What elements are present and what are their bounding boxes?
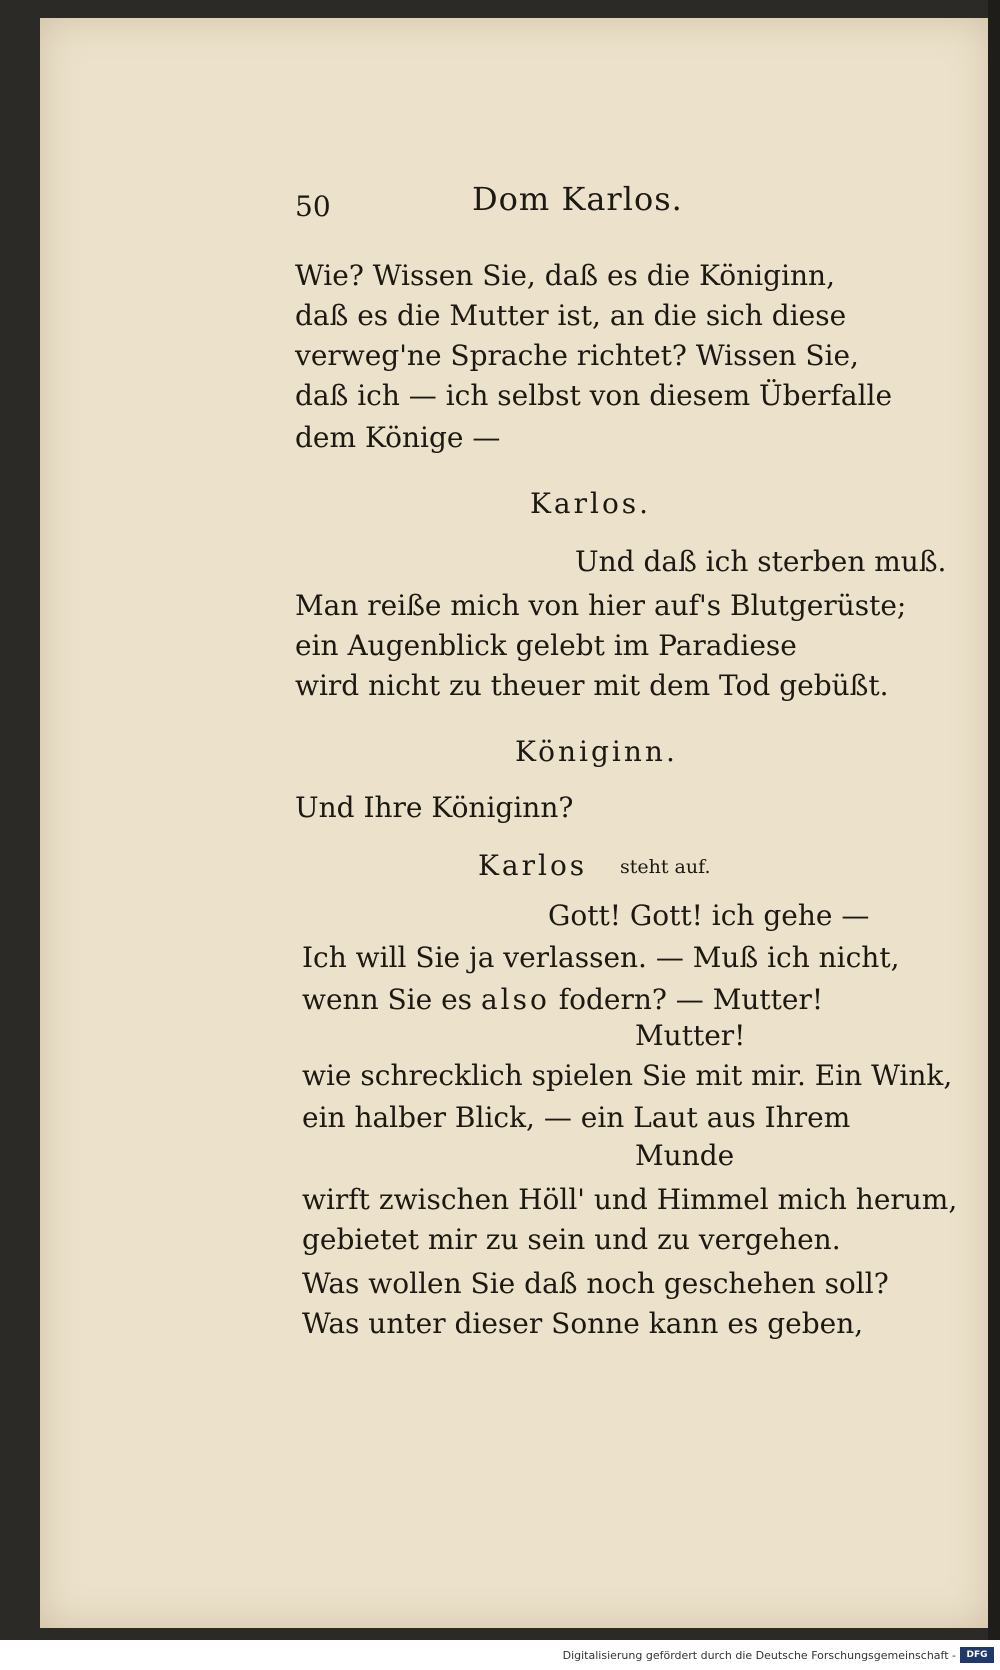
- running-title: Dom Karlos.: [472, 180, 683, 218]
- text-line: daß ich — ich selbst von diesem Überfalle: [295, 379, 893, 412]
- text-line: ein halber Blick, — ein Laut aus Ihrem: [302, 1101, 851, 1134]
- text-line: Ich will Sie ja verlassen. — Muß ich nicht,: [302, 941, 900, 974]
- speaker-name: Königinn.: [515, 735, 678, 768]
- footer-credit: Digitalisierung gefördert durch die Deutsche Forschungsgemeinschaft -: [562, 1649, 956, 1662]
- emphasized-word: also: [480, 983, 550, 1016]
- text-line: wird nicht zu theuer mit dem Tod gebüßt.: [295, 669, 889, 702]
- book-binding: [988, 0, 1000, 1640]
- text-fragment: wenn Sie es: [302, 983, 473, 1016]
- text-fragment: fodern? — Mutter!: [558, 983, 824, 1016]
- stage-direction: steht auf.: [620, 856, 711, 878]
- text-line: ein Augenblick gelebt im Paradiese: [295, 629, 797, 662]
- text-line: gebietet mir zu sein und zu vergehen.: [302, 1223, 841, 1256]
- text-line: Und Ihre Königinn?: [295, 791, 574, 824]
- text-line: Man reiße mich von hier auf's Blutgerüste;: [295, 589, 907, 622]
- text-line: Gott! Gott! ich gehe —: [548, 899, 870, 932]
- text-line: [302, 983, 824, 1016]
- text-line: wirft zwischen Höll' und Himmel mich herum,: [302, 1183, 958, 1216]
- text-line: daß es die Mutter ist, an die sich diese: [295, 299, 847, 332]
- text-line: Mutter!: [635, 1019, 746, 1052]
- text-line: Munde: [635, 1139, 735, 1172]
- text-line: dem Könige —: [295, 421, 501, 454]
- dfg-logo: DFG: [960, 1647, 994, 1663]
- text-line: Was wollen Sie daß noch geschehen soll?: [302, 1267, 889, 1300]
- speaker-name: Karlos.: [530, 487, 652, 520]
- text-line: Wie? Wissen Sie, daß es die Königinn,: [295, 259, 835, 292]
- text-line: wie schrecklich spielen Sie mit mir. Ein Wink,: [302, 1059, 953, 1092]
- text-line: verweg'ne Sprache richtet? Wissen Sie,: [295, 339, 859, 372]
- text-line: Was unter dieser Sonne kann es geben,: [302, 1307, 864, 1340]
- text-line: Und daß ich sterben muß.: [575, 545, 947, 578]
- speaker-name: Karlos: [478, 849, 588, 882]
- page-number: 50: [295, 190, 331, 223]
